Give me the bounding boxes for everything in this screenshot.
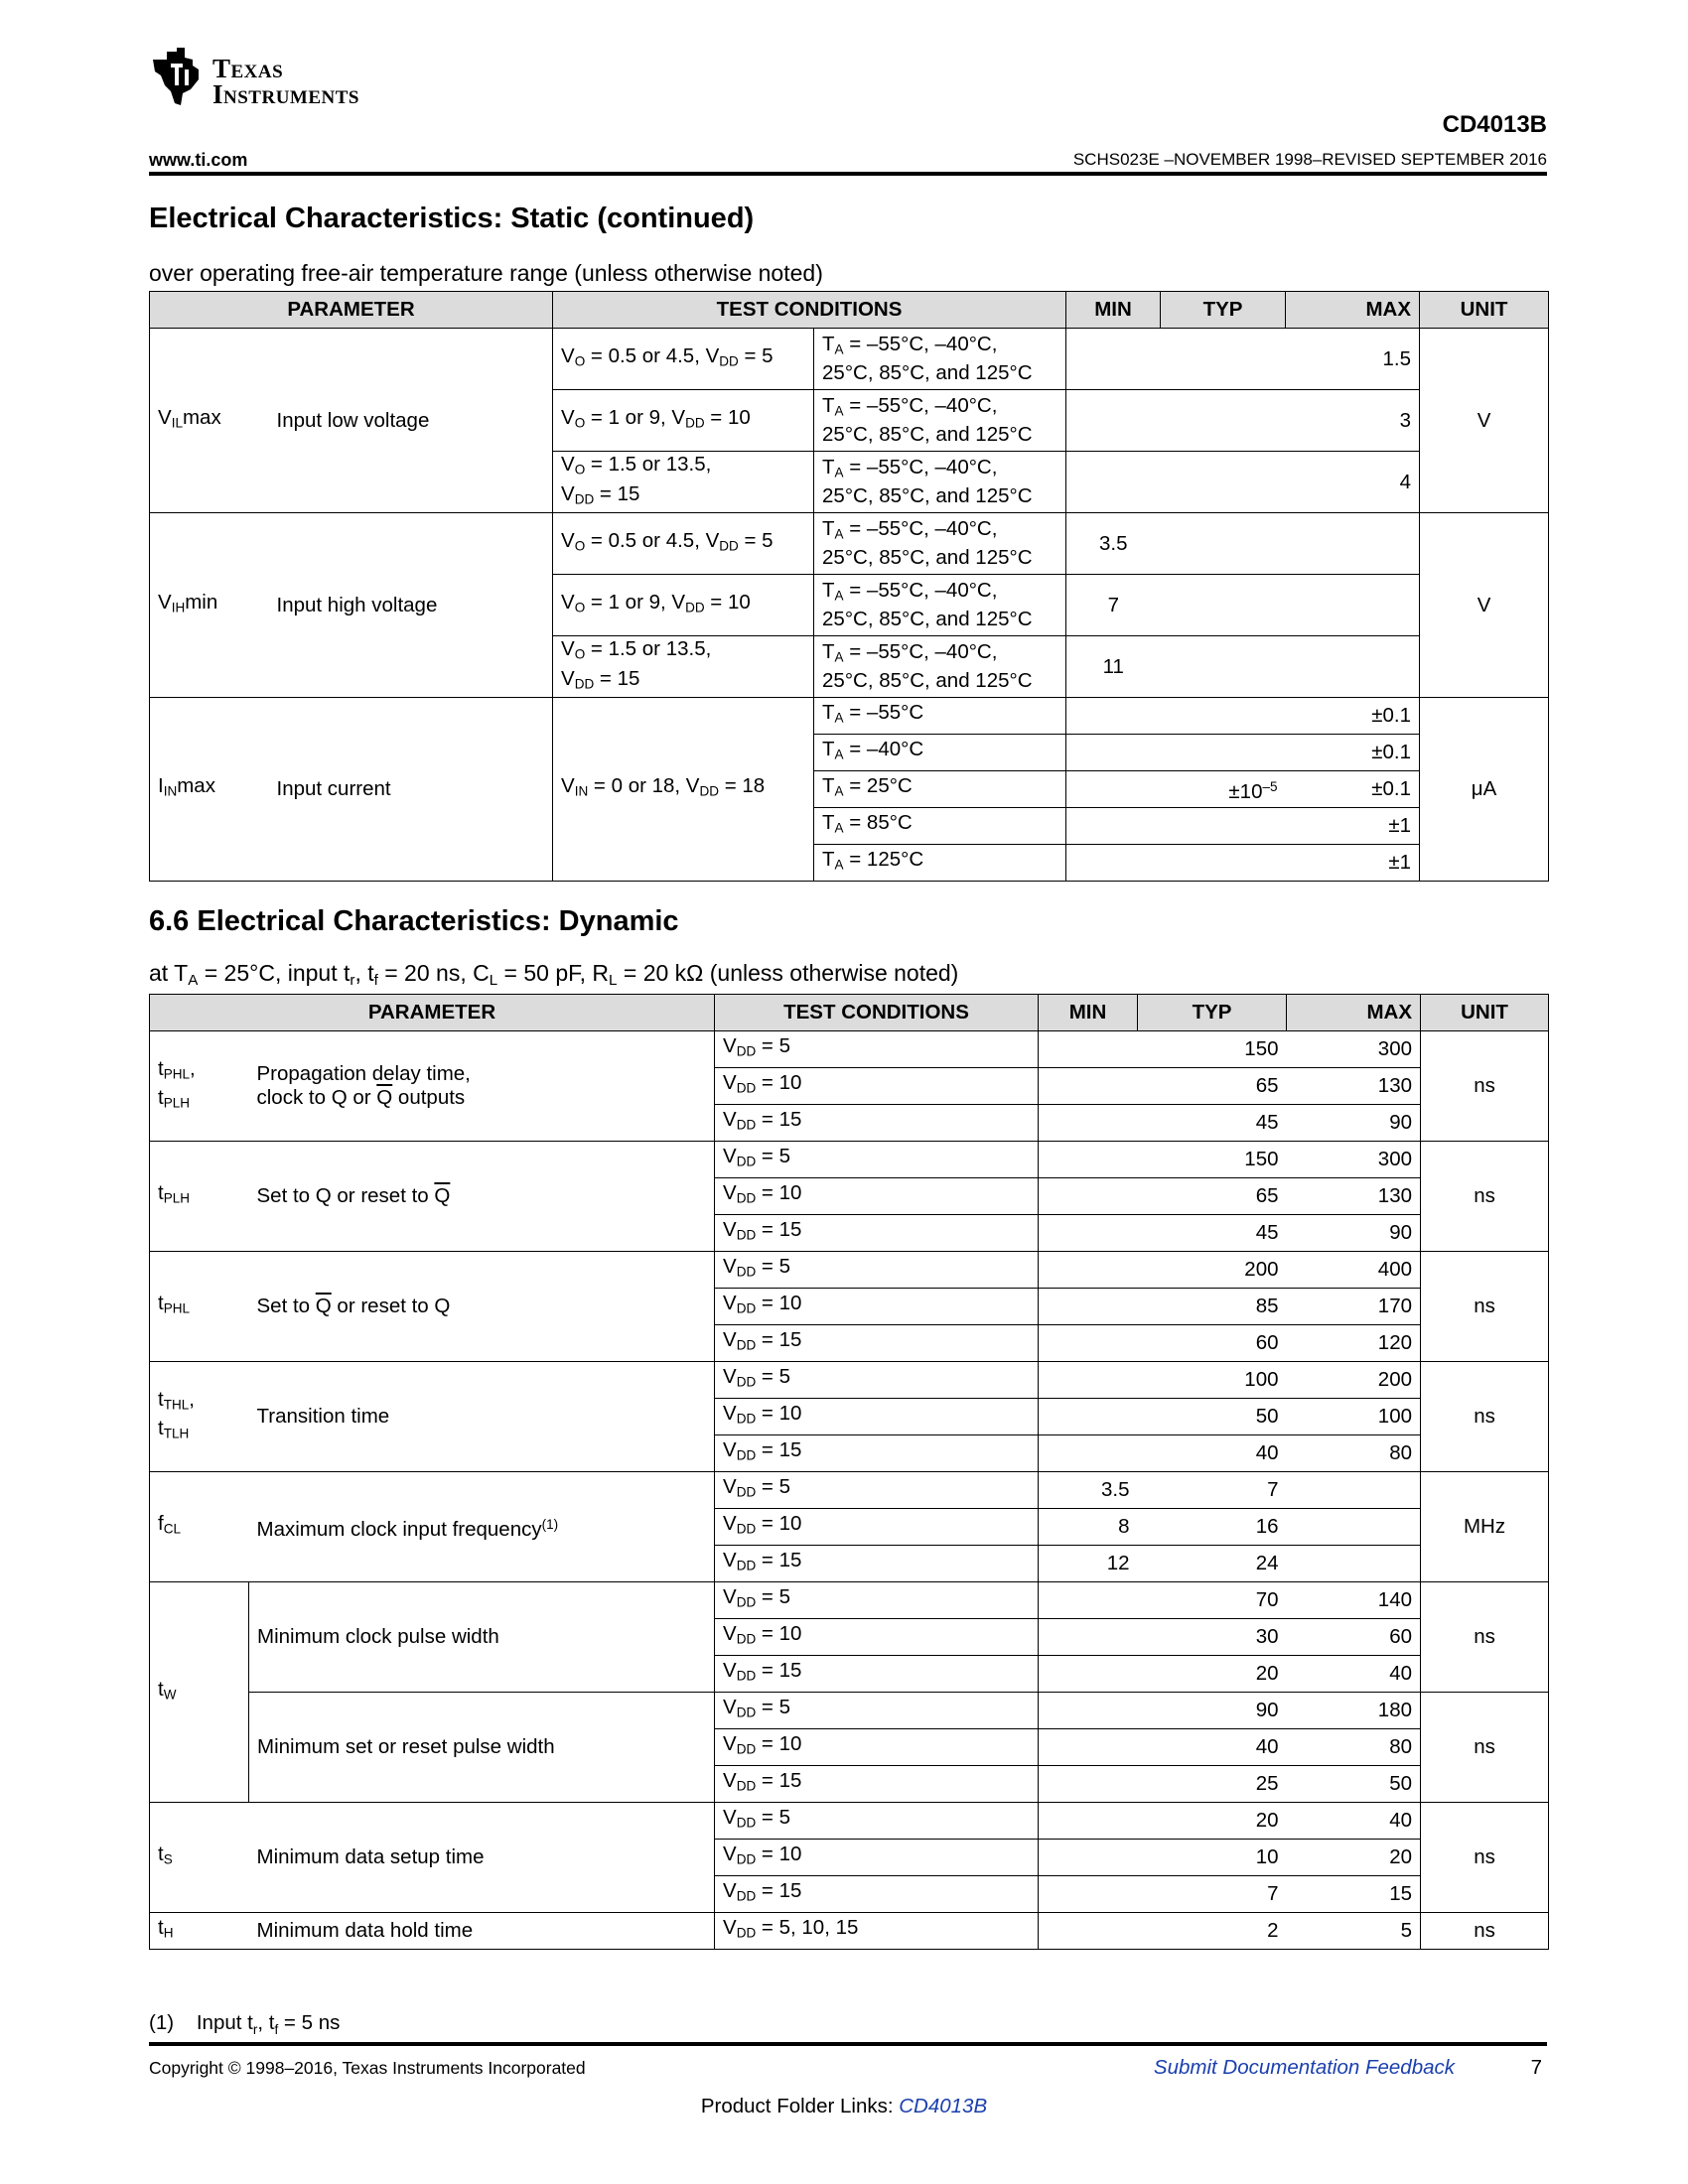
cell-min [1039, 1105, 1138, 1142]
cell-typ: 16 [1138, 1509, 1287, 1546]
col-typ: TYP [1138, 995, 1287, 1031]
param-symbol: $t_S$ [150, 1803, 249, 1913]
param-symbol: $V_{IH}\min$ [150, 513, 269, 698]
cell-typ: 20 [1138, 1656, 1287, 1693]
cell-min [1039, 1803, 1138, 1840]
cell-unit: ns [1421, 1803, 1549, 1913]
cell-typ [1161, 698, 1286, 735]
cell-typ: 45 [1138, 1105, 1287, 1142]
cell-min [1039, 1031, 1138, 1068]
param-name: Input high voltage [269, 513, 553, 698]
cell-min [1066, 845, 1161, 882]
cell-unit: ns [1421, 1693, 1549, 1803]
cell-max: 90 [1287, 1215, 1421, 1252]
cell-typ: 7 [1138, 1876, 1287, 1913]
cell-max: 80 [1287, 1729, 1421, 1766]
logo-line1: Texas [212, 54, 284, 83]
cell-min [1039, 1252, 1138, 1289]
cell-min: 7 [1066, 575, 1161, 636]
test-condition: $V_{DD} = 15$ [715, 1105, 1039, 1142]
cell-min [1039, 1399, 1138, 1435]
cell-typ: 200 [1138, 1252, 1287, 1289]
cell-max: 80 [1287, 1435, 1421, 1472]
static-table-subtitle: over operating free-air temperature range (unless otherwise noted) [149, 260, 823, 286]
cell-min [1039, 1582, 1138, 1619]
product-folder-links [0, 2095, 1688, 2118]
cell-max: 100 [1287, 1399, 1421, 1435]
param-symbol: $I_{IN}\max$ [150, 698, 269, 882]
col-max: MAX [1286, 292, 1420, 329]
cell-typ: 90 [1138, 1693, 1287, 1729]
cell-max: ±1 [1286, 808, 1420, 845]
cell-typ-max [1161, 575, 1420, 636]
cell-min [1039, 1766, 1138, 1803]
param-symbol: $t_H$ [150, 1913, 249, 1950]
param-name: Minimum data hold time [249, 1913, 715, 1950]
col-parameter: PARAMETER [150, 292, 553, 329]
cell-min [1039, 1435, 1138, 1472]
test-condition: $V_{DD} = 5$, 10, 15 [715, 1913, 1039, 1950]
table-row [150, 513, 1549, 575]
col-typ: TYP [1161, 292, 1286, 329]
cell-min [1039, 1289, 1138, 1325]
test-condition: $V_{DD} = 15$ [715, 1435, 1039, 1472]
cell-typ: 2 [1138, 1913, 1287, 1950]
cell-max: 400 [1287, 1252, 1421, 1289]
dynamic-header-row [150, 995, 1549, 1031]
cell-min [1066, 735, 1161, 771]
cell-min [1039, 1178, 1138, 1215]
cell-max: ±1 [1286, 845, 1420, 882]
test-condition: $V_{DD} = 10$ [715, 1729, 1039, 1766]
test-condition: $V_O = 0.5$ or 4.5, $V_{DD} = 5$ [553, 513, 814, 575]
test-condition: $V_{DD} = 5$ [715, 1252, 1039, 1289]
cell-min-typ [1066, 329, 1286, 390]
cell-min [1039, 1215, 1138, 1252]
cell-typ: 10 [1138, 1840, 1287, 1876]
test-condition: $V_{DD} = 10$ [715, 1840, 1039, 1876]
test-condition: $V_{DD} = 15$ [715, 1546, 1039, 1582]
header-rule [149, 172, 1547, 176]
test-condition: $V_{DD} = 5$ [715, 1693, 1039, 1729]
cell-max: 20 [1287, 1840, 1421, 1876]
doc-id: SCHS023E –NOVEMBER 1998–REVISED SEPTEMBER 2016 [1072, 150, 1547, 169]
col-min: MIN [1066, 292, 1161, 329]
test-condition: $V_{DD} = 10$ [715, 1178, 1039, 1215]
page-number: 7 [1530, 2056, 1542, 2079]
test-condition: $V_{DD} = 10$ [715, 1399, 1039, 1435]
cell-unit: V [1420, 329, 1549, 513]
test-condition: $V_{DD} = 15$ [715, 1766, 1039, 1803]
col-parameter: PARAMETER [150, 995, 715, 1031]
temp-condition: $T_A = -55^\circ C$, –40°C, 25°C, 85°C, and 125°C [814, 636, 1066, 698]
cell-typ: 150 [1138, 1142, 1287, 1178]
cell-max: 300 [1287, 1142, 1421, 1178]
test-condition: $V_{DD} = 5$ [715, 1803, 1039, 1840]
cell-typ: 40 [1138, 1435, 1287, 1472]
table-row [150, 698, 1549, 735]
test-condition: $V_{DD} = 5$ [715, 1031, 1039, 1068]
cell-min [1066, 771, 1161, 808]
test-condition: $V_{DD} = 15$ [715, 1325, 1039, 1362]
cell-typ: 30 [1138, 1619, 1287, 1656]
dynamic-table-body [150, 1031, 1549, 1950]
cell-typ: 85 [1138, 1289, 1287, 1325]
cell-max: 3 [1286, 390, 1420, 452]
table-row [150, 1582, 1549, 1619]
table-row [150, 1913, 1549, 1950]
col-test-conditions: TEST CONDITIONS [553, 292, 1066, 329]
param-symbol: $V_{IL}\max$ [150, 329, 269, 513]
cell-unit: ns [1421, 1362, 1549, 1472]
cell-min [1039, 1840, 1138, 1876]
cell-typ [1161, 735, 1286, 771]
cell-typ: 45 [1138, 1215, 1287, 1252]
cell-max: 300 [1287, 1031, 1421, 1068]
param-name: Maximum clock input frequency$^{(1)}$ [249, 1472, 715, 1582]
table-row [150, 1362, 1549, 1399]
temp-condition: $T_A = -55^\circ C$, –40°C, 25°C, 85°C, and 125°C [814, 452, 1066, 513]
test-condition: $V_{DD} = 15$ [715, 1215, 1039, 1252]
cell-max: 5 [1287, 1913, 1421, 1950]
param-symbol: $f_{CL}$ [150, 1472, 249, 1582]
cell-min: 3.5 [1066, 513, 1161, 575]
feedback-link[interactable]: Submit Documentation Feedback [1153, 2056, 1455, 2079]
cell-typ: 24 [1138, 1546, 1287, 1582]
cell-unit: ns [1421, 1252, 1549, 1362]
cell-typ: 25 [1138, 1766, 1287, 1803]
cell-min [1039, 1693, 1138, 1729]
part-link[interactable]: CD4013B [899, 2095, 988, 2117]
cell-min [1039, 1325, 1138, 1362]
param-name: Set to $\overline{Q}$ or reset to Q [249, 1252, 715, 1362]
cell-max: ±0.1 [1286, 735, 1420, 771]
test-condition: $V_O = 0.5$ or 4.5, $V_{DD} = 5$ [553, 329, 814, 390]
cell-typ: 40 [1138, 1729, 1287, 1766]
cell-max: 1.5 [1286, 329, 1420, 390]
cell-max: 40 [1287, 1656, 1421, 1693]
cell-unit: ns [1421, 1142, 1549, 1252]
ti-logo-icon [147, 46, 207, 107]
test-condition: $V_{DD} = 5$ [715, 1582, 1039, 1619]
cell-min [1039, 1876, 1138, 1913]
test-condition: $V_{DD} = 10$ [715, 1509, 1039, 1546]
cell-max: 15 [1287, 1876, 1421, 1913]
cell-max: 140 [1287, 1582, 1421, 1619]
param-name: Minimum clock pulse width [249, 1582, 715, 1693]
col-unit: UNIT [1421, 995, 1549, 1031]
param-name: Set to Q or reset to $\overline{Q}$ [249, 1142, 715, 1252]
footer-rule [149, 2042, 1547, 2046]
links-label: Product Folder Links: [700, 2095, 900, 2117]
cell-max [1287, 1546, 1421, 1582]
test-condition: $V_O = 1.5$ or 13.5, $V_{DD} = 15$ [553, 452, 814, 513]
cell-max: 50 [1287, 1766, 1421, 1803]
cell-max: 170 [1287, 1289, 1421, 1325]
cell-min-typ [1066, 452, 1286, 513]
cell-max: 200 [1287, 1362, 1421, 1399]
cell-typ: 70 [1138, 1582, 1287, 1619]
test-condition: $V_{DD} = 5$ [715, 1472, 1039, 1509]
param-symbol: $t_{PHL}$ [150, 1252, 249, 1362]
static-table-title: Electrical Characteristics: Static (continued) [149, 203, 755, 234]
cell-min: 12 [1039, 1546, 1138, 1582]
cell-max: ±0.1 [1286, 771, 1420, 808]
cell-max: 130 [1287, 1178, 1421, 1215]
col-min: MIN [1039, 995, 1138, 1031]
cell-typ: 65 [1138, 1068, 1287, 1105]
cell-min-typ [1066, 390, 1286, 452]
param-name: Minimum data setup time [249, 1803, 715, 1913]
cell-typ-max [1161, 636, 1420, 698]
cell-min: 8 [1039, 1509, 1138, 1546]
table-row [150, 1693, 1549, 1729]
col-test-conditions: TEST CONDITIONS [715, 995, 1039, 1031]
test-condition: $V_{DD} = 10$ [715, 1619, 1039, 1656]
footnote: (1) Input $t_r$, $t_f = 5$ ns [149, 2011, 341, 2038]
table-row [150, 1252, 1549, 1289]
cell-max: 120 [1287, 1325, 1421, 1362]
cell-unit: μA [1420, 698, 1549, 882]
dynamic-table-subtitle: at $T_A = 25^\circ C$, input $t_r$, $t_f = 20$ ns, $C_L = 50$ pF, $R_L = 20$ kΩ (unless otherwise noted) [149, 960, 959, 989]
temp-condition: $T_A = -55^\circ C$, –40°C, 25°C, 85°C, and 125°C [814, 390, 1066, 452]
cell-min [1039, 1619, 1138, 1656]
cell-max [1287, 1472, 1421, 1509]
copyright: Copyright © 1998–2016, Texas Instruments Incorporated [149, 2058, 586, 2078]
param-symbol: $t_{PLH}$ [150, 1142, 249, 1252]
test-condition: $V_{DD} = 15$ [715, 1876, 1039, 1913]
test-condition: $V_{DD} = 5$ [715, 1142, 1039, 1178]
param-name: Input current [269, 698, 553, 882]
cell-unit: ns [1421, 1031, 1549, 1142]
cell-min: 3.5 [1039, 1472, 1138, 1509]
cell-typ: 60 [1138, 1325, 1287, 1362]
static-characteristics-table [149, 291, 1549, 882]
temp-condition: $T_A = -55^\circ C$, –40°C, 25°C, 85°C, and 125°C [814, 513, 1066, 575]
cell-max: ±0.1 [1286, 698, 1420, 735]
table-row [150, 1031, 1549, 1068]
test-condition: $V_{IN} = 0$ or 18, $V_{DD} = 18$ [553, 698, 814, 882]
param-symbol: $t_W$ [150, 1582, 249, 1803]
param-name: Transition time [249, 1362, 715, 1472]
ti-logo [147, 46, 415, 111]
cell-min [1039, 1142, 1138, 1178]
cell-max: 180 [1287, 1693, 1421, 1729]
param-symbol: $t_{THL}$, $t_{TLH}$ [150, 1362, 249, 1472]
temp-condition: $T_A = 25^\circ C$ [814, 771, 1066, 808]
temp-condition: $T_A = -55^\circ C$, –40°C, 25°C, 85°C, and 125°C [814, 329, 1066, 390]
logo-line2: Instruments [212, 79, 359, 109]
temp-condition: $T_A = -55^\circ C$, –40°C, 25°C, 85°C, and 125°C [814, 575, 1066, 636]
cell-unit: V [1420, 513, 1549, 698]
cell-min [1039, 1656, 1138, 1693]
cell-typ: 65 [1138, 1178, 1287, 1215]
cell-typ [1161, 845, 1286, 882]
param-name: Minimum set or reset pulse width [249, 1693, 715, 1803]
cell-typ [1161, 808, 1286, 845]
cell-min [1066, 698, 1161, 735]
cell-typ: 100 [1138, 1362, 1287, 1399]
temp-condition: $T_A = 125^\circ C$ [814, 845, 1066, 882]
param-symbol: $t_{PHL}$, $t_{PLH}$ [150, 1031, 249, 1142]
test-condition: $V_O = 1.5$ or 13.5, $V_{DD} = 15$ [553, 636, 814, 698]
param-name: Propagation delay time, clock to Q or $\overline{Q}$ outputs [249, 1031, 715, 1142]
table-row [150, 1142, 1549, 1178]
col-unit: UNIT [1420, 292, 1549, 329]
table-row [150, 329, 1549, 390]
test-condition: $V_O = 1$ or 9, $V_{DD} = 10$ [553, 390, 814, 452]
cell-min [1039, 1729, 1138, 1766]
test-condition: $V_{DD} = 15$ [715, 1656, 1039, 1693]
table-row [150, 1803, 1549, 1840]
test-condition: $V_O = 1$ or 9, $V_{DD} = 10$ [553, 575, 814, 636]
test-condition: $V_{DD} = 10$ [715, 1289, 1039, 1325]
cell-max [1287, 1509, 1421, 1546]
temp-condition: $T_A = -40^\circ C$ [814, 735, 1066, 771]
cell-unit: ns [1421, 1913, 1549, 1950]
cell-typ: 20 [1138, 1803, 1287, 1840]
cell-typ: 150 [1138, 1031, 1287, 1068]
cell-max: 4 [1286, 452, 1420, 513]
cell-typ: 7 [1138, 1472, 1287, 1509]
part-number: CD4013B [1442, 111, 1547, 138]
col-max: MAX [1287, 995, 1421, 1031]
temp-condition: $T_A = 85^\circ C$ [814, 808, 1066, 845]
static-header-row [150, 292, 1549, 329]
cell-unit: MHz [1421, 1472, 1549, 1582]
cell-typ: $\pm 10^{-5}$ [1161, 771, 1286, 808]
website-link[interactable]: www.ti.com [149, 150, 248, 170]
cell-max: 90 [1287, 1105, 1421, 1142]
cell-min: 11 [1066, 636, 1161, 698]
cell-max: 40 [1287, 1803, 1421, 1840]
cell-max: 130 [1287, 1068, 1421, 1105]
test-condition: $V_{DD} = 5$ [715, 1362, 1039, 1399]
cell-min [1039, 1362, 1138, 1399]
cell-min [1039, 1068, 1138, 1105]
test-condition: $V_{DD} = 10$ [715, 1068, 1039, 1105]
cell-unit: ns [1421, 1582, 1549, 1693]
cell-min [1066, 808, 1161, 845]
cell-typ-max [1161, 513, 1420, 575]
cell-typ: 50 [1138, 1399, 1287, 1435]
cell-min [1039, 1913, 1138, 1950]
dynamic-characteristics-table [149, 994, 1549, 1950]
dynamic-table-title: 6.6 Electrical Characteristics: Dynamic [149, 905, 679, 937]
cell-max: 60 [1287, 1619, 1421, 1656]
table-row [150, 1472, 1549, 1509]
param-name: Input low voltage [269, 329, 553, 513]
temp-condition: $T_A = -55^\circ C$ [814, 698, 1066, 735]
